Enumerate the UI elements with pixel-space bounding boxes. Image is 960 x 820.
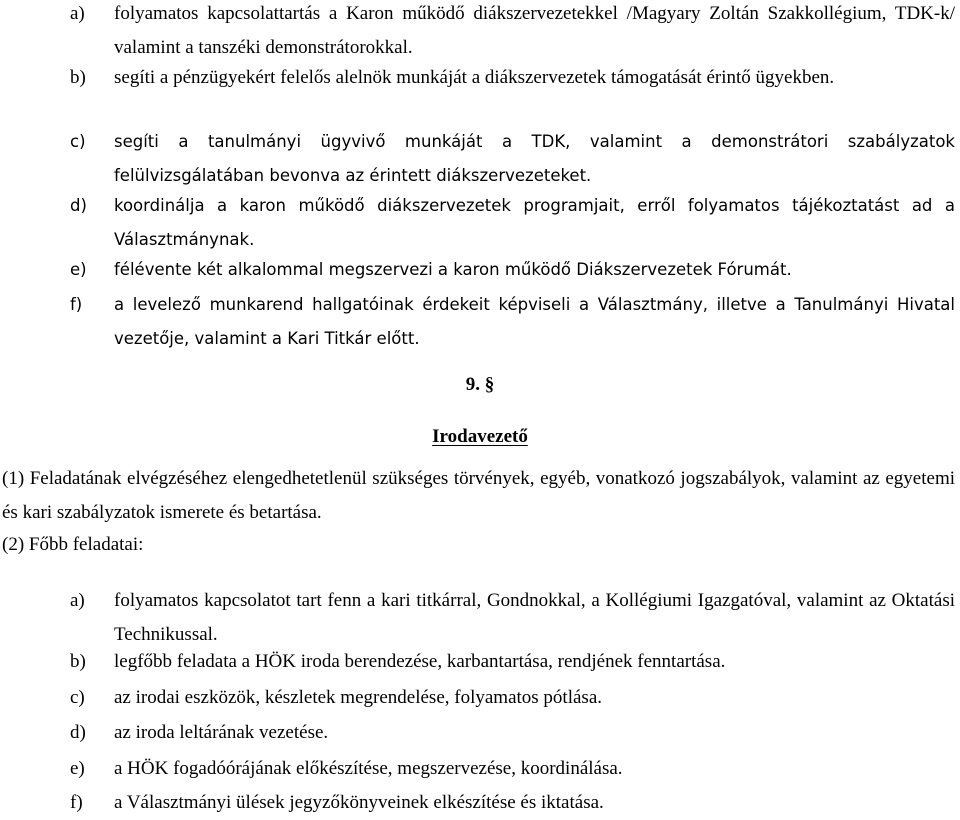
paragraph-number: (2) — [2, 534, 25, 555]
list-item-label: b) — [70, 67, 86, 88]
paragraph — [2, 462, 955, 530]
list-item-text: az irodai eszközök, készletek megrendelése, folyamatos pótlása. — [114, 687, 602, 708]
paragraph-text: Feladatának elvégzéséhez elengedhetetlenül szükséges törvények, egyéb, vonatkozó jogszabályok, valamint az egyetemi és kari szabályzatok ismerete és betartása. — [2, 468, 956, 523]
list-item — [70, 716, 955, 750]
paragraph-text: Főbb feladatai: — [28, 534, 144, 555]
paragraph-number: (1) — [2, 468, 25, 489]
list-item-text: félévente két alkalommal megszervezi a karon működő Diákszervezetek Fórumát. — [114, 260, 792, 279]
list-item-label: e) — [70, 260, 87, 279]
list-item-text: folyamatos kapcsolattartás a Karon működő diákszervezetekkel /Magyary Zoltán Szakkollégium, TDK-k/ valamint a tanszéki demonstrátorokkal. — [114, 3, 955, 58]
list-item-text: a Választmányi ülések jegyzőkönyveinek elkészítése és iktatása. — [114, 792, 604, 813]
list-item — [70, 681, 955, 715]
list-item — [70, 584, 955, 652]
list-item-label: c) — [70, 132, 86, 151]
list-item-label: e) — [70, 758, 85, 779]
list-item-label: f) — [70, 792, 83, 813]
list-item — [70, 786, 955, 820]
list-item — [70, 0, 955, 65]
list-item — [70, 61, 955, 95]
list-item-label: d) — [70, 722, 86, 743]
list-item-label: d) — [70, 196, 87, 215]
list-item-label: a) — [70, 3, 85, 24]
list-item-text: a levelező munkarend hallgatóinak érdekeit képviseli a Választmány, illetve a Tanulmányi Hivatal vezetője, valamint a Kari Titkár előtt. — [114, 295, 955, 348]
list-item-label: c) — [70, 687, 85, 708]
list-item-text: az iroda leltárának vezetése. — [114, 722, 329, 743]
list-item-text: segíti a tanulmányi ügyvivő munkáját a TDK, valamint a demonstrátori szabályzatok felülvizsgálatában bevonva az érintett diákszervezeteket. — [114, 132, 955, 185]
section-number: 9. § — [465, 374, 495, 395]
list-item-label: a) — [70, 590, 85, 611]
list-item-text: segíti a pénzügyekért felelős alelnök munkáját a diákszervezetek támogatását érintő ügyekben. — [114, 67, 835, 88]
list-item — [70, 253, 955, 287]
list-item-text: legfőbb feladata a HÖK iroda berendezése, karbantartása, rendjének fenntartása. — [114, 651, 726, 672]
list-item-label: b) — [70, 651, 86, 672]
list-item — [70, 752, 955, 786]
list-item — [70, 125, 955, 193]
list-item-label: f) — [70, 295, 83, 314]
list-item — [70, 645, 955, 679]
list-item — [70, 288, 955, 356]
list-item-text: koordinálja a karon működő diákszervezetek programjait, erről folyamatos tájékoztatást ad a Választmánynak. — [114, 196, 955, 249]
list-item-text: a HÖK fogadóórájának előkészítése, megszervezése, koordinálása. — [114, 758, 623, 779]
section-title: Irodavezető — [432, 426, 528, 447]
paragraph — [2, 528, 955, 562]
list-item-text: folyamatos kapcsolatot tart fenn a kari titkárral, Gondnokkal, a Kollégiumi Igazgatóval, valamint az Oktatási Technikussal. — [114, 590, 955, 645]
list-item — [70, 189, 955, 257]
